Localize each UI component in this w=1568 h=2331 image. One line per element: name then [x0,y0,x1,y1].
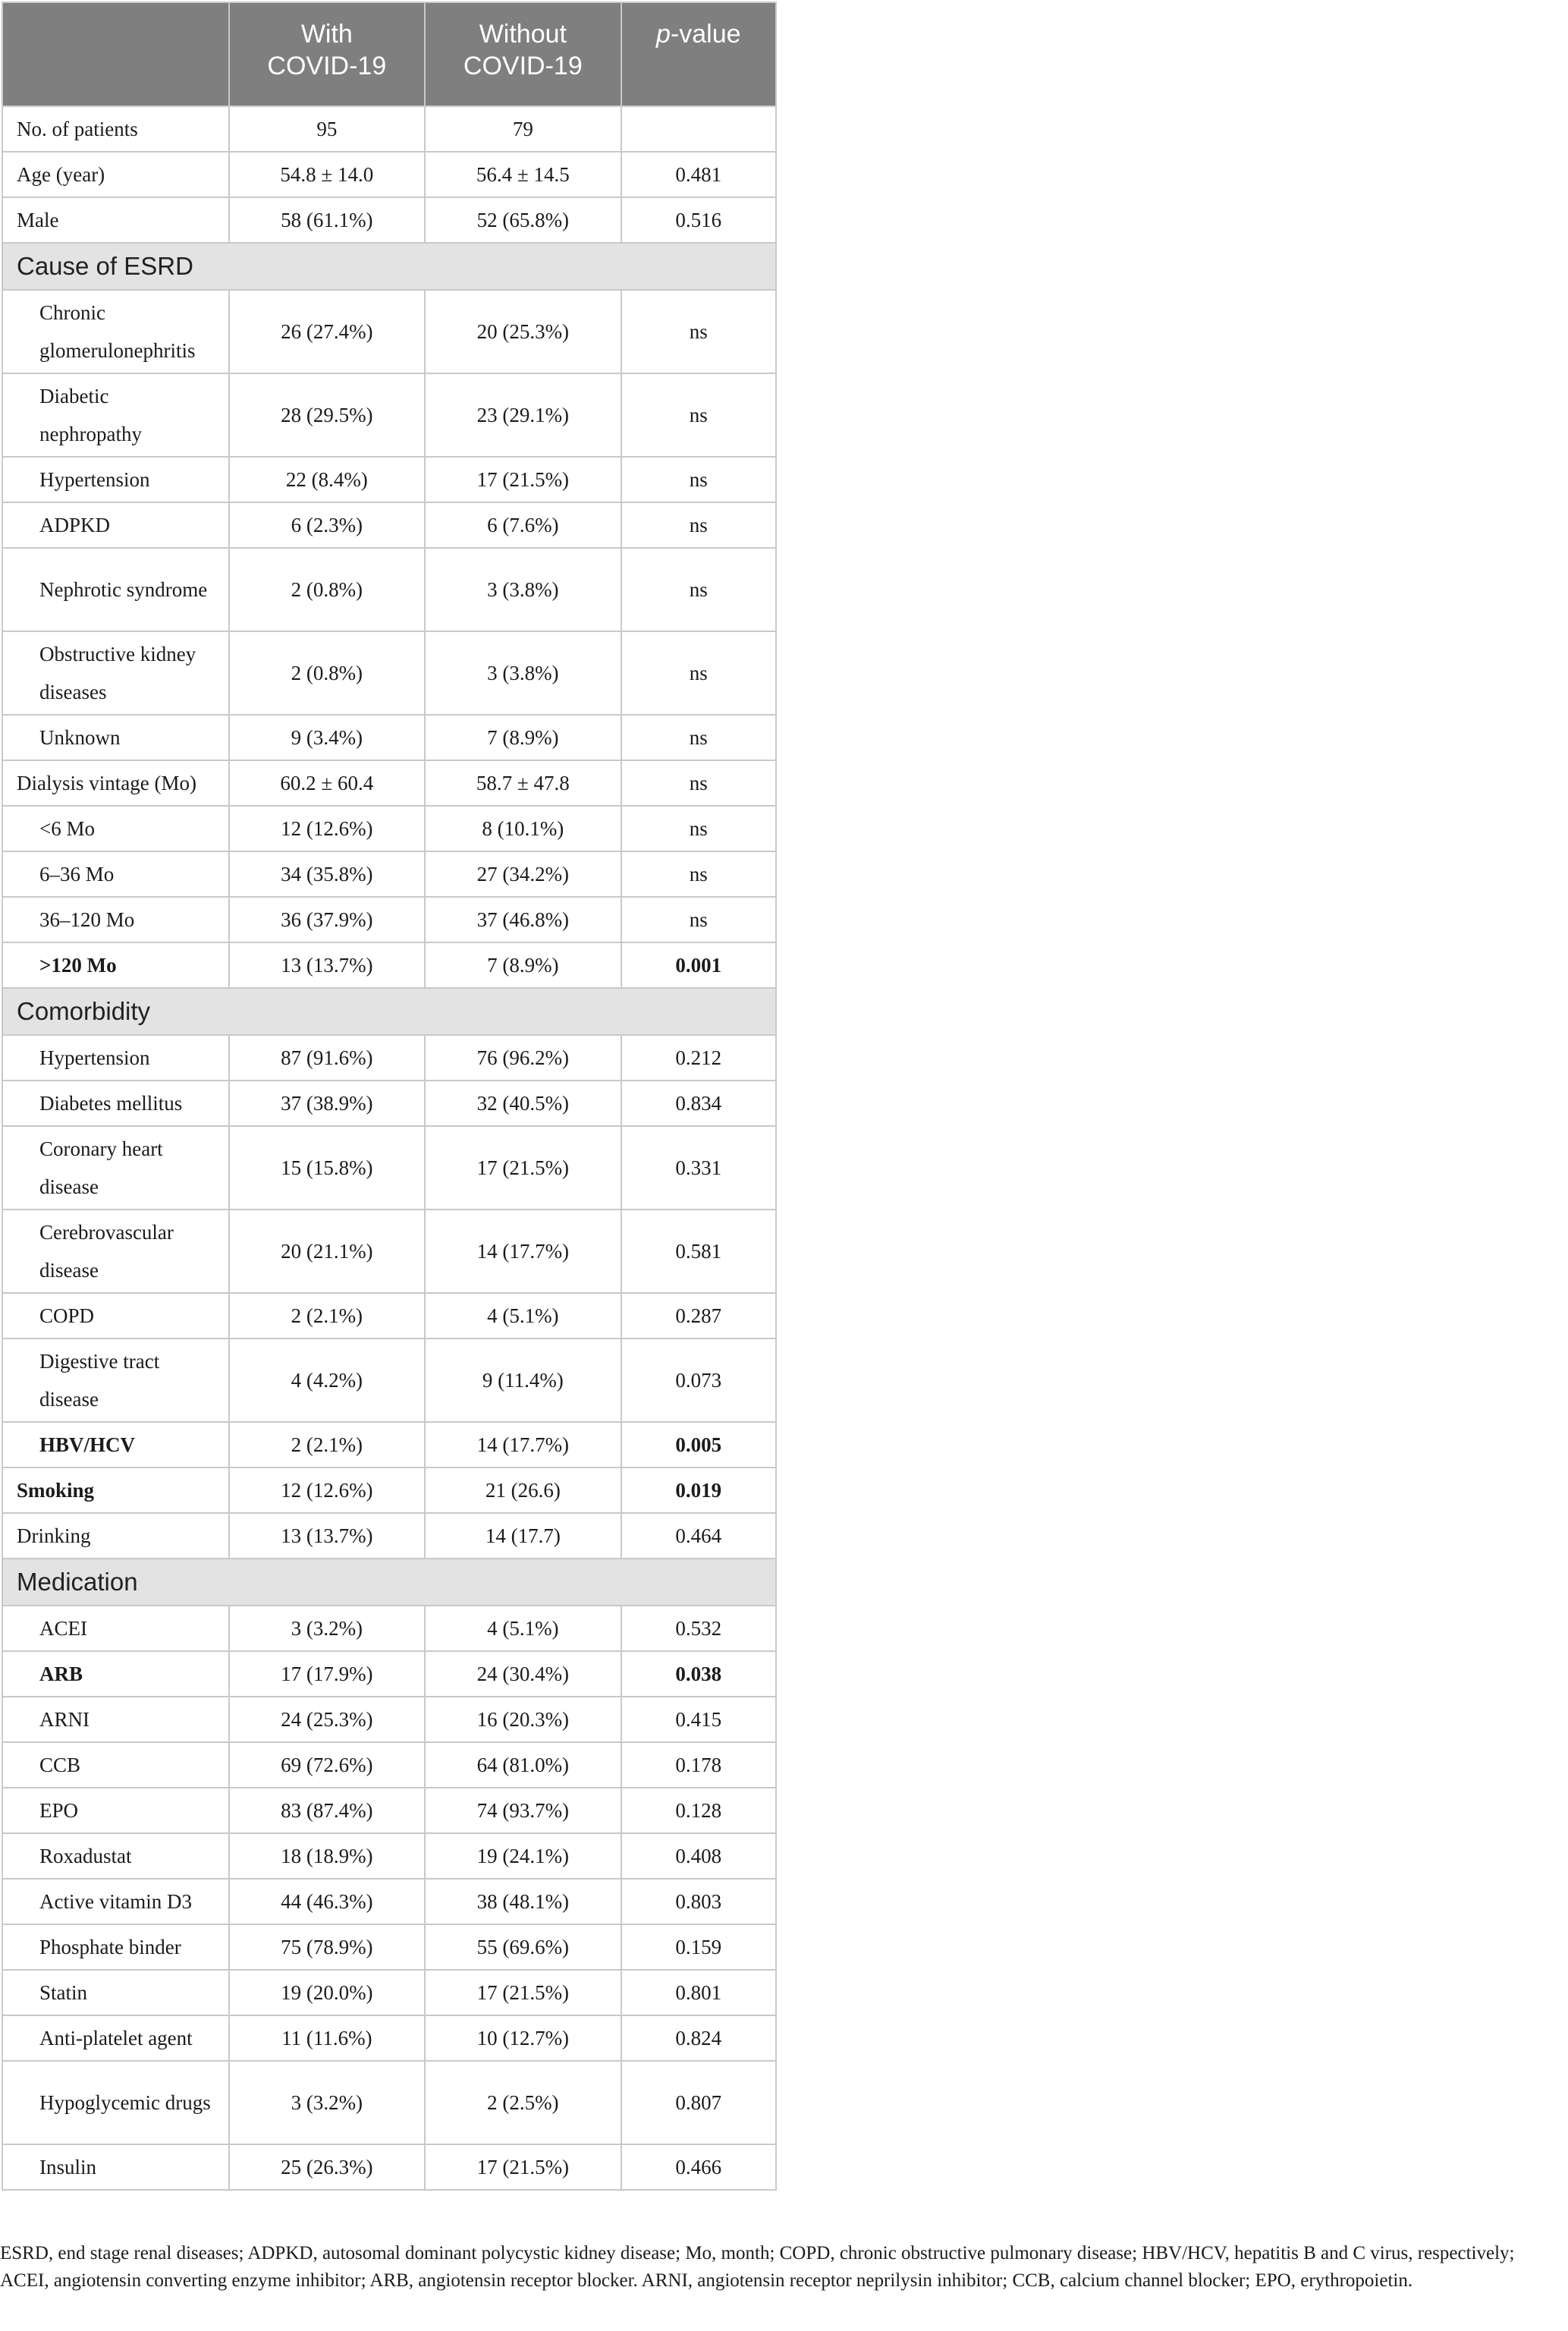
p-value-cell: ns [621,373,776,457]
without-covid-cell: 16 (20.3%) [425,1697,621,1742]
p-value-cell: 0.581 [621,1210,776,1293]
p-value-cell: 0.287 [621,1293,776,1339]
section-header-row [2,988,776,1035]
table-row [2,290,776,373]
table-row [2,1126,776,1210]
p-value-suffix: -value [670,20,741,49]
table-row [2,197,776,243]
table-row [2,1970,776,2015]
table-footnote: ESRD, end stage renal diseases; ADPKD, autosomal dominant polycystic kidney disease; Mo, month; COPD, chronic obstructive pulmonary disease; HBV/HCV, hepatitis B and C virus, respectively; ACEI, angiotensin converting enzyme inhibitor; ARB, angiotensin receptor blocker. ARNI, angiotensin receptor neprilysin inhibitor; CCB, calcium channel blocker; EPO, erythropoietin. [0,2243,1515,2291]
with-covid-cell: 2 (0.8%) [229,631,426,715]
without-covid-cell: 32 (40.5%) [425,1081,621,1126]
section-label: Medication [2,1559,776,1606]
without-covid-cell: 10 (12.7%) [425,2015,621,2061]
header-without-covid: Without COVID-19 [425,2,621,106]
table-row [2,806,776,851]
p-value-cell: ns [621,760,776,806]
p-value-cell: ns [621,806,776,851]
p-value-cell: ns [621,548,776,631]
with-covid-cell: 3 (3.2%) [229,1606,426,1651]
without-covid-cell: 19 (24.1%) [425,1833,621,1879]
with-covid-cell: 24 (25.3%) [229,1697,426,1742]
p-value-cell: 0.019 [621,1467,776,1513]
section-label: Cause of ESRD [2,243,776,290]
table-row [2,1924,776,1970]
table-row [2,715,776,760]
with-covid-cell: 75 (78.9%) [229,1924,426,1970]
row-label-cell: ACEI [2,1606,229,1651]
row-label-cell: 36–120 Mo [2,897,229,942]
without-covid-cell: 2 (2.5%) [425,2061,621,2144]
row-label-cell: Anti-platelet agent [2,2015,229,2061]
without-covid-cell: 58.7 ± 47.8 [425,760,621,806]
row-label-cell: COPD [2,1293,229,1339]
with-covid-cell: 11 (11.6%) [229,2015,426,2061]
table-row [2,1513,776,1559]
row-label-cell: Chronic glomerulonephritis [2,290,229,373]
p-value-cell: 0.159 [621,1924,776,1970]
header-row [2,2,776,106]
p-value-cell: ns [621,502,776,548]
header-p-value [621,2,776,106]
with-covid-cell: 87 (91.6%) [229,1035,426,1081]
without-covid-cell: 7 (8.9%) [425,942,621,988]
p-value-cell: ns [621,897,776,942]
p-value-cell: 0.824 [621,2015,776,2061]
without-covid-cell: 27 (34.2%) [425,851,621,897]
table-row [2,851,776,897]
without-covid-cell: 17 (21.5%) [425,1126,621,1210]
with-covid-cell: 18 (18.9%) [229,1833,426,1879]
table-row [2,1651,776,1697]
without-covid-cell: 55 (69.6%) [425,1924,621,1970]
p-value-cell: 0.331 [621,1126,776,1210]
table-row [2,1210,776,1293]
row-label-cell: Statin [2,1970,229,2015]
row-label-cell: Drinking [2,1513,229,1559]
table-row [2,1833,776,1879]
row-label-cell: EPO [2,1788,229,1833]
without-covid-cell: 7 (8.9%) [425,715,621,760]
p-value-cell: 0.038 [621,1651,776,1697]
with-covid-cell: 13 (13.7%) [229,942,426,988]
table-row [2,1697,776,1742]
row-label-cell: Diabetic nephropathy [2,373,229,457]
with-covid-cell: 28 (29.5%) [229,373,426,457]
without-covid-cell: 24 (30.4%) [425,1651,621,1697]
p-value-cell: 0.128 [621,1788,776,1833]
without-covid-cell: 17 (21.5%) [425,2144,621,2190]
with-covid-cell: 58 (61.1%) [229,197,426,243]
row-label-cell: Smoking [2,1467,229,1513]
p-value-cell: 0.464 [621,1513,776,1559]
row-label-cell: Unknown [2,715,229,760]
with-covid-cell: 95 [229,106,426,152]
p-value-cell [621,106,776,152]
without-covid-cell: 14 (17.7) [425,1513,621,1559]
without-covid-cell: 14 (17.7%) [425,1422,621,1467]
table-row [2,1422,776,1467]
without-covid-cell: 4 (5.1%) [425,1606,621,1651]
without-covid-cell: 64 (81.0%) [425,1742,621,1788]
row-label-cell: Roxadustat [2,1833,229,1879]
with-covid-cell: 69 (72.6%) [229,1742,426,1788]
table-row [2,1742,776,1788]
p-value-cell: 0.408 [621,1833,776,1879]
with-covid-cell: 3 (3.2%) [229,2061,426,2144]
p-value-cell: ns [621,851,776,897]
without-covid-cell: 23 (29.1%) [425,373,621,457]
row-label-cell: CCB [2,1742,229,1788]
table-row [2,631,776,715]
with-covid-cell: 9 (3.4%) [229,715,426,760]
table-row [2,1606,776,1651]
with-covid-cell: 2 (0.8%) [229,548,426,631]
without-covid-cell: 52 (65.8%) [425,197,621,243]
p-value-cell: 0.005 [621,1422,776,1467]
with-covid-cell: 44 (46.3%) [229,1879,426,1924]
without-covid-cell: 3 (3.8%) [425,548,621,631]
p-value-cell: 0.415 [621,1697,776,1742]
with-covid-cell: 13 (13.7%) [229,1513,426,1559]
table-row [2,1081,776,1126]
row-label-cell: ARB [2,1651,229,1697]
p-value-cell: ns [621,290,776,373]
table-row [2,2144,776,2190]
row-label-cell: ADPKD [2,502,229,548]
row-label-cell: Hypertension [2,1035,229,1081]
row-label-cell: ARNI [2,1697,229,1742]
without-covid-cell: 20 (25.3%) [425,290,621,373]
with-covid-cell: 12 (12.6%) [229,806,426,851]
row-label-cell: Diabetes mellitus [2,1081,229,1126]
table-row [2,106,776,152]
row-label-cell: Phosphate binder [2,1924,229,1970]
section-header-row [2,243,776,290]
p-value-cell: ns [621,715,776,760]
with-covid-cell: 54.8 ± 14.0 [229,152,426,197]
p-value-cell: ns [621,631,776,715]
row-label-cell: Cerebrovascular disease [2,1210,229,1293]
table-row [2,373,776,457]
with-covid-cell: 4 (4.2%) [229,1339,426,1422]
p-value-cell: 0.801 [621,1970,776,2015]
p-value-cell: 0.516 [621,197,776,243]
with-covid-cell: 37 (38.9%) [229,1081,426,1126]
header-empty-cell [2,2,229,106]
without-covid-cell: 56.4 ± 14.5 [425,152,621,197]
p-value-cell: 0.807 [621,2061,776,2144]
row-label-cell: Coronary heart disease [2,1126,229,1210]
without-covid-cell: 4 (5.1%) [425,1293,621,1339]
row-label-cell: >120 Mo [2,942,229,988]
table-row [2,1035,776,1081]
p-value-cell: 0.212 [621,1035,776,1081]
with-covid-cell: 22 (8.4%) [229,457,426,502]
table-row [2,548,776,631]
with-covid-cell: 36 (37.9%) [229,897,426,942]
row-label-cell: Active vitamin D3 [2,1879,229,1924]
row-label-cell: Obstructive kidney diseases [2,631,229,715]
p-value-cell: 0.481 [621,152,776,197]
with-covid-cell: 6 (2.3%) [229,502,426,548]
without-covid-cell: 79 [425,106,621,152]
with-covid-cell: 20 (21.1%) [229,1210,426,1293]
table-row [2,1339,776,1422]
row-label-cell: Male [2,197,229,243]
row-label-cell: 6–36 Mo [2,851,229,897]
without-covid-cell: 21 (26.6) [425,1467,621,1513]
table-header [2,2,776,106]
p-value-cell: 0.532 [621,1606,776,1651]
without-covid-cell: 37 (46.8%) [425,897,621,942]
table-row [2,897,776,942]
p-value-cell: 0.803 [621,1879,776,1924]
with-covid-cell: 60.2 ± 60.4 [229,760,426,806]
p-value-cell: 0.001 [621,942,776,988]
row-label-cell: Age (year) [2,152,229,197]
without-covid-cell: 74 (93.7%) [425,1788,621,1833]
row-label-cell: Insulin [2,2144,229,2190]
row-label-cell: No. of patients [2,106,229,152]
p-value-cell: ns [621,457,776,502]
table-row [2,760,776,806]
row-label-cell: HBV/HCV [2,1422,229,1467]
without-covid-cell: 8 (10.1%) [425,806,621,851]
without-covid-cell: 38 (48.1%) [425,1879,621,1924]
p-value-cell: 0.073 [621,1339,776,1422]
with-covid-cell: 17 (17.9%) [229,1651,426,1697]
table-row [2,2061,776,2144]
without-covid-cell: 17 (21.5%) [425,457,621,502]
table-row [2,152,776,197]
p-value-cell: 0.466 [621,2144,776,2190]
p-value-cell: 0.178 [621,1742,776,1788]
table-row [2,942,776,988]
without-covid-cell: 9 (11.4%) [425,1339,621,1422]
with-covid-cell: 2 (2.1%) [229,1293,426,1339]
without-covid-cell: 6 (7.6%) [425,502,621,548]
p-italic: p [656,20,671,49]
section-label: Comorbidity [2,988,776,1035]
row-label-cell: Digestive tract disease [2,1339,229,1422]
table-row [2,1293,776,1339]
with-covid-cell: 25 (26.3%) [229,2144,426,2190]
with-covid-cell: 26 (27.4%) [229,290,426,373]
without-covid-cell: 76 (96.2%) [425,1035,621,1081]
with-covid-cell: 83 (87.4%) [229,1788,426,1833]
row-label-cell: Hypoglycemic drugs [2,2061,229,2144]
row-label-cell: Dialysis vintage (Mo) [2,760,229,806]
table-row [2,1467,776,1513]
row-label-cell: <6 Mo [2,806,229,851]
table-body [2,106,776,2190]
without-covid-cell: 17 (21.5%) [425,1970,621,2015]
with-covid-cell: 12 (12.6%) [229,1467,426,1513]
table-row [2,502,776,548]
table-row [2,457,776,502]
row-label-cell: Nephrotic syndrome [2,548,229,631]
without-covid-cell: 14 (17.7%) [425,1210,621,1293]
without-covid-cell: 3 (3.8%) [425,631,621,715]
table-row [2,2015,776,2061]
table-row [2,1879,776,1924]
table-row [2,1788,776,1833]
section-header-row [2,1559,776,1606]
row-label-cell: Hypertension [2,457,229,502]
with-covid-cell: 34 (35.8%) [229,851,426,897]
p-value-cell: 0.834 [621,1081,776,1126]
header-with-covid: With COVID-19 [229,2,426,106]
with-covid-cell: 2 (2.1%) [229,1422,426,1467]
with-covid-cell: 15 (15.8%) [229,1126,426,1210]
patient-characteristics-table [2,2,777,2191]
with-covid-cell: 19 (20.0%) [229,1970,426,2015]
